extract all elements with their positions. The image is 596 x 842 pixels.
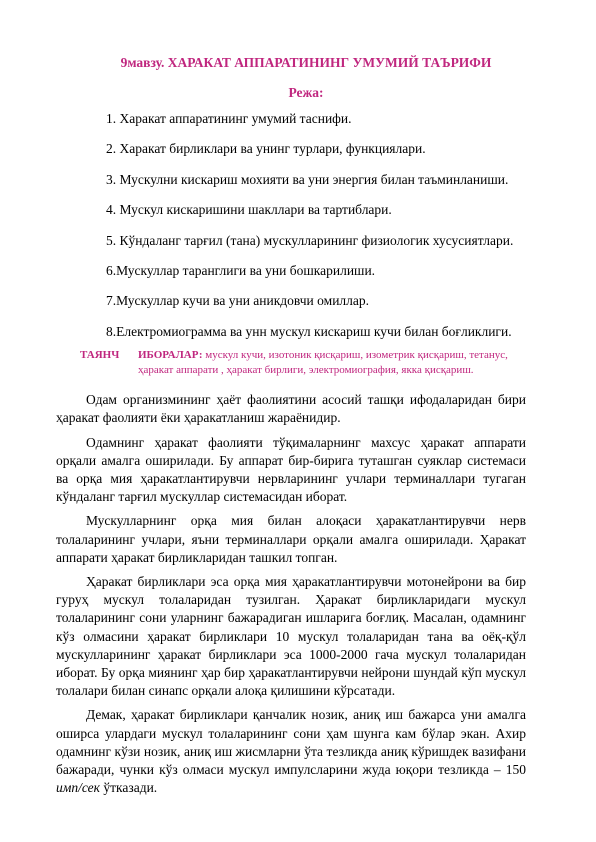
keywords-tag: ТАЯНЧ [80,349,120,362]
keywords-block [80,348,526,377]
paragraph: Ҳаракат бирликлари эса орқа мия ҳаракатлантирувчи мотонейрони ва бир гуруҳ мускул толаларидан тузилган. Ҳаракат бирликларидаги мускул толаларининг сони уларнинг бажарадиган ишларига боғлиқ. Масалан, одамнинг кўз олмасини ҳаракат бирликлари 10 мускул толаларидан тана ва оёқ-қўл мускулларининг ҳаракат бирликлари эса 1000-2000 гача мускул толаларидан иборат. Бу орқа миянинг ҳар бир ҳаракатлантирувчи нейрони шундай кўп мускул толалари билан синапс орқали алоқа қилишини кўрсатади. [56,573,526,699]
plan-item: 1. Харакат аппаратининг умумий таснифи. [106,111,352,126]
keywords-label: ИБОРАЛАР: [138,349,203,362]
plan-item: 4. Мускул кискаришини шакллари ва тартиблари. [106,202,392,218]
keywords-text: мускул кучи, изотоник қисқариш, изометрик қисқариш, тетанус, ҳаракат аппарати , ҳаракат бирлиги, электромиография, якка қисқариш. [138,349,508,376]
paragraph: Мускулларнинг орқа мия билан алоқаси ҳаракатлантирувчи нерв толаларининг учлари, яъни терминаллари орқали амалга оширилади. Ҳаракат аппарати ҳаракат бирликларидан ташкил топган. [56,513,526,565]
plan-item: 5. Кўндаланг тарғил (тана) мускулларининг физиологик хусусиятлари. [106,232,514,248]
unit-text: имп/сек [56,780,100,796]
plan-heading: Режа: [288,85,324,100]
body-text [56,391,526,797]
plan-item: 8.Електромиограмма ва унн мускул кискариш кучи билан боғликлиги. [106,323,512,339]
paragraph: Демак, ҳаракат бирликлари қанчалик нозик, аниқ иш бажарса уни амалга оширса улардаги мускул толаларининг сони ҳам шунга кам бўлар экан. Ахир одамнинг кўзи нозик, аниқ иш жисмларни ўта тезликда аниқ кўришдек вазифани бажаради, чунки кўз олмаси мускул импулсларини жуда юқори тезликда – 150 имп/сек ўтказади. [56,707,526,796]
plan-item: 2. Харакат бирликлари ва унинг турлари, функциялари. [106,141,426,157]
paragraph: Одамнинг ҳаракат фаолияти тўқималарнинг махсус ҳаракат аппарати орқали амалга оширилади. Бу аппарат бир-бирига туташган суяклар системаси ва орқа мия ҳаракатлантирувчи нервларининг учлари терминаллари тугаган кўндаланг тарғил мускуллар системасидан иборат. [56,434,526,505]
plan-item: 6.Мускуллар таранглиги ва уни бошкарилиши. [106,262,376,278]
page-title: 9мавзу. ХАРАКАТ АППАРАТИНИНГ УМУМИЙ ТАЪРИФИ [120,55,492,70]
paragraph: Одам организмининг ҳаёт фаолиятини асосий ташқи ифодаларидан бири ҳаракат фаолияти ёки ҳаракатланиш жараёнидир. [56,392,526,426]
plan-item: 3. Мускулни кискариш мохияти ва уни энергия билан таъминланиши. [106,171,509,187]
plan-list [86,111,526,340]
plan-item: 7.Мускуллар кучи ва уни аникдовчи омиллар. [106,293,370,309]
